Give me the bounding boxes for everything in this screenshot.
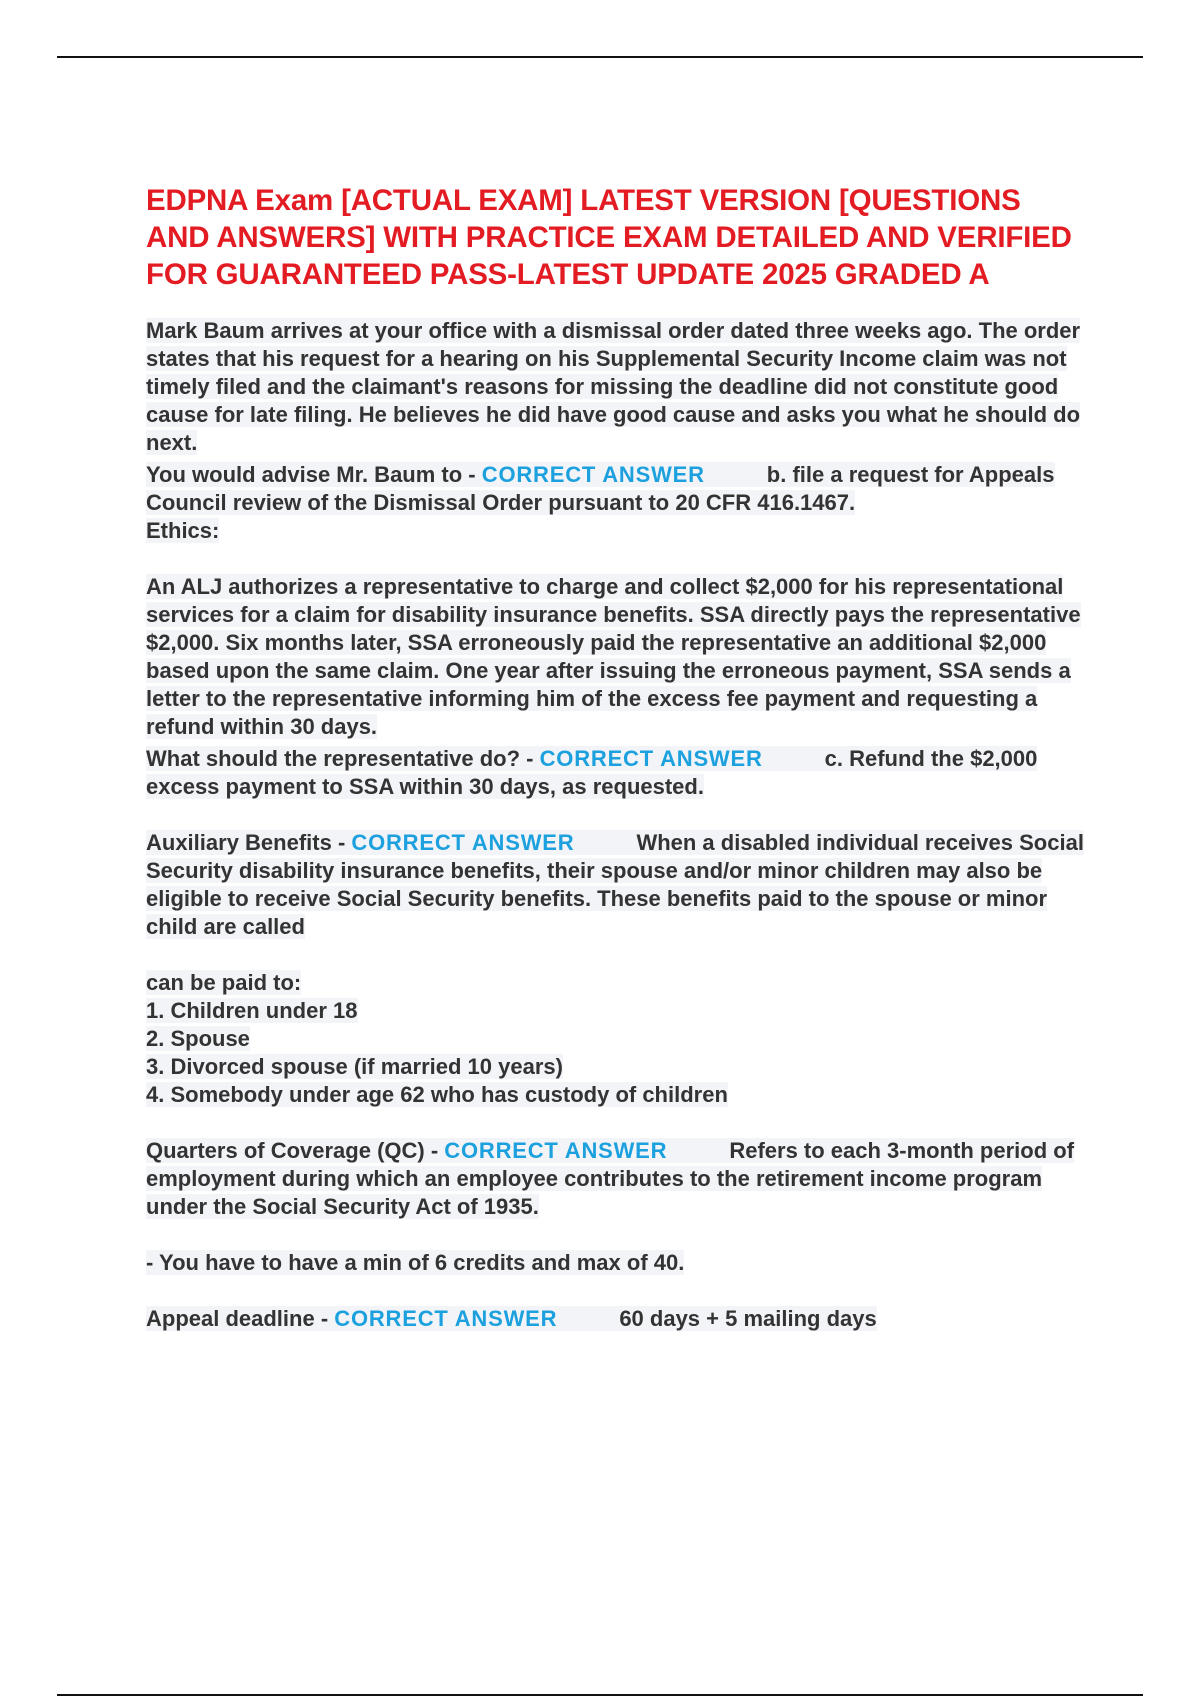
qa-item-3 xyxy=(146,829,1086,941)
correct-answer-label: CORRECT ANSWER xyxy=(334,1306,558,1331)
correct-answer-label: CORRECT ANSWER xyxy=(351,830,575,855)
q3-list xyxy=(146,969,1086,1109)
list-item: 2. Spouse xyxy=(146,1026,250,1051)
q1-question: You would advise Mr. Baum to - xyxy=(146,462,482,487)
q4-answer: Refers to each 3-month period of employment during which an employee contributes to the retirement income program under the Social Security Act of 1935. xyxy=(146,1138,1075,1219)
document-body xyxy=(146,182,1086,1333)
top-rule xyxy=(57,56,1143,58)
document-title: EDPNA Exam [ACTUAL EXAM] LATEST VERSION [QUESTIONS AND ANSWERS] WITH PRACTICE EXAM DETAILED AND VERIFIED FOR GUARANTEED PASS-LATEST UPDATE 2025 GRADED A xyxy=(146,184,1072,291)
correct-answer-label: CORRECT ANSWER xyxy=(539,746,763,771)
q2-answer: c. Refund the $2,000 excess payment to SSA within 30 days, as requested. xyxy=(146,746,1038,799)
correct-answer-label: CORRECT ANSWER xyxy=(481,462,705,487)
q5-answer: 60 days + 5 mailing days xyxy=(619,1306,877,1331)
qa-item-2-answer xyxy=(146,745,1086,801)
correct-answer-label: CORRECT ANSWER xyxy=(444,1138,668,1163)
list-item: 1. Children under 18 xyxy=(146,998,358,1023)
q3-list-intro: can be paid to: xyxy=(146,970,302,995)
q3-question: Auxiliary Benefits - xyxy=(146,830,352,855)
q4-question: Quarters of Coverage (QC) - xyxy=(146,1138,445,1163)
qa-list xyxy=(146,317,1086,1333)
q4-note-line xyxy=(146,1249,1086,1277)
list-item: 4. Somebody under age 62 who has custody of children xyxy=(146,1082,728,1107)
q1-scenario: Mark Baum arrives at your office with a dismissal order dated three weeks ago. The order states that his request for a hearing on his Supplemental Security Income claim was not timely filed and the claimant's reasons for missing the deadline did not constitute good cause for late filing. He believes he did have good cause and asks you what he should do next. xyxy=(146,318,1081,455)
q1-answer: b. file a request for Appeals Council review of the Dismissal Order pursuant to 20 CFR 416.1467. xyxy=(146,462,1055,515)
bottom-rule xyxy=(57,1694,1143,1696)
q2-question: What should the representative do? - xyxy=(146,746,540,771)
qa-item-4 xyxy=(146,1137,1086,1221)
list-item: 3. Divorced spouse (if married 10 years) xyxy=(146,1054,563,1079)
q3-answer: When a disabled individual receives Social Security disability insurance benefits, their spouse and/or minor children may also be eligible to receive Social Security benefits. These benefits paid to the spouse or minor child are called xyxy=(146,830,1084,939)
q5-question: Appeal deadline - xyxy=(146,1306,335,1331)
qa-item-1-answer xyxy=(146,461,1086,545)
q1-trailing: Ethics: xyxy=(146,518,220,543)
qa-item-1 xyxy=(146,317,1086,457)
q2-scenario: An ALJ authorizes a representative to charge and collect $2,000 for his representational services for a claim for disability insurance benefits. SSA directly pays the representative $2,000. Six months later, SSA erroneously paid the representative an additional $2,000 based upon the same claim. One year after issuing the erroneous payment, SSA sends a letter to the representative informing him of the excess fee payment and requesting a refund within 30 days. xyxy=(146,574,1081,739)
qa-item-5 xyxy=(146,1305,1086,1333)
q4-note: - You have to have a min of 6 credits and max of 40. xyxy=(146,1250,685,1275)
qa-item-2 xyxy=(146,573,1086,741)
